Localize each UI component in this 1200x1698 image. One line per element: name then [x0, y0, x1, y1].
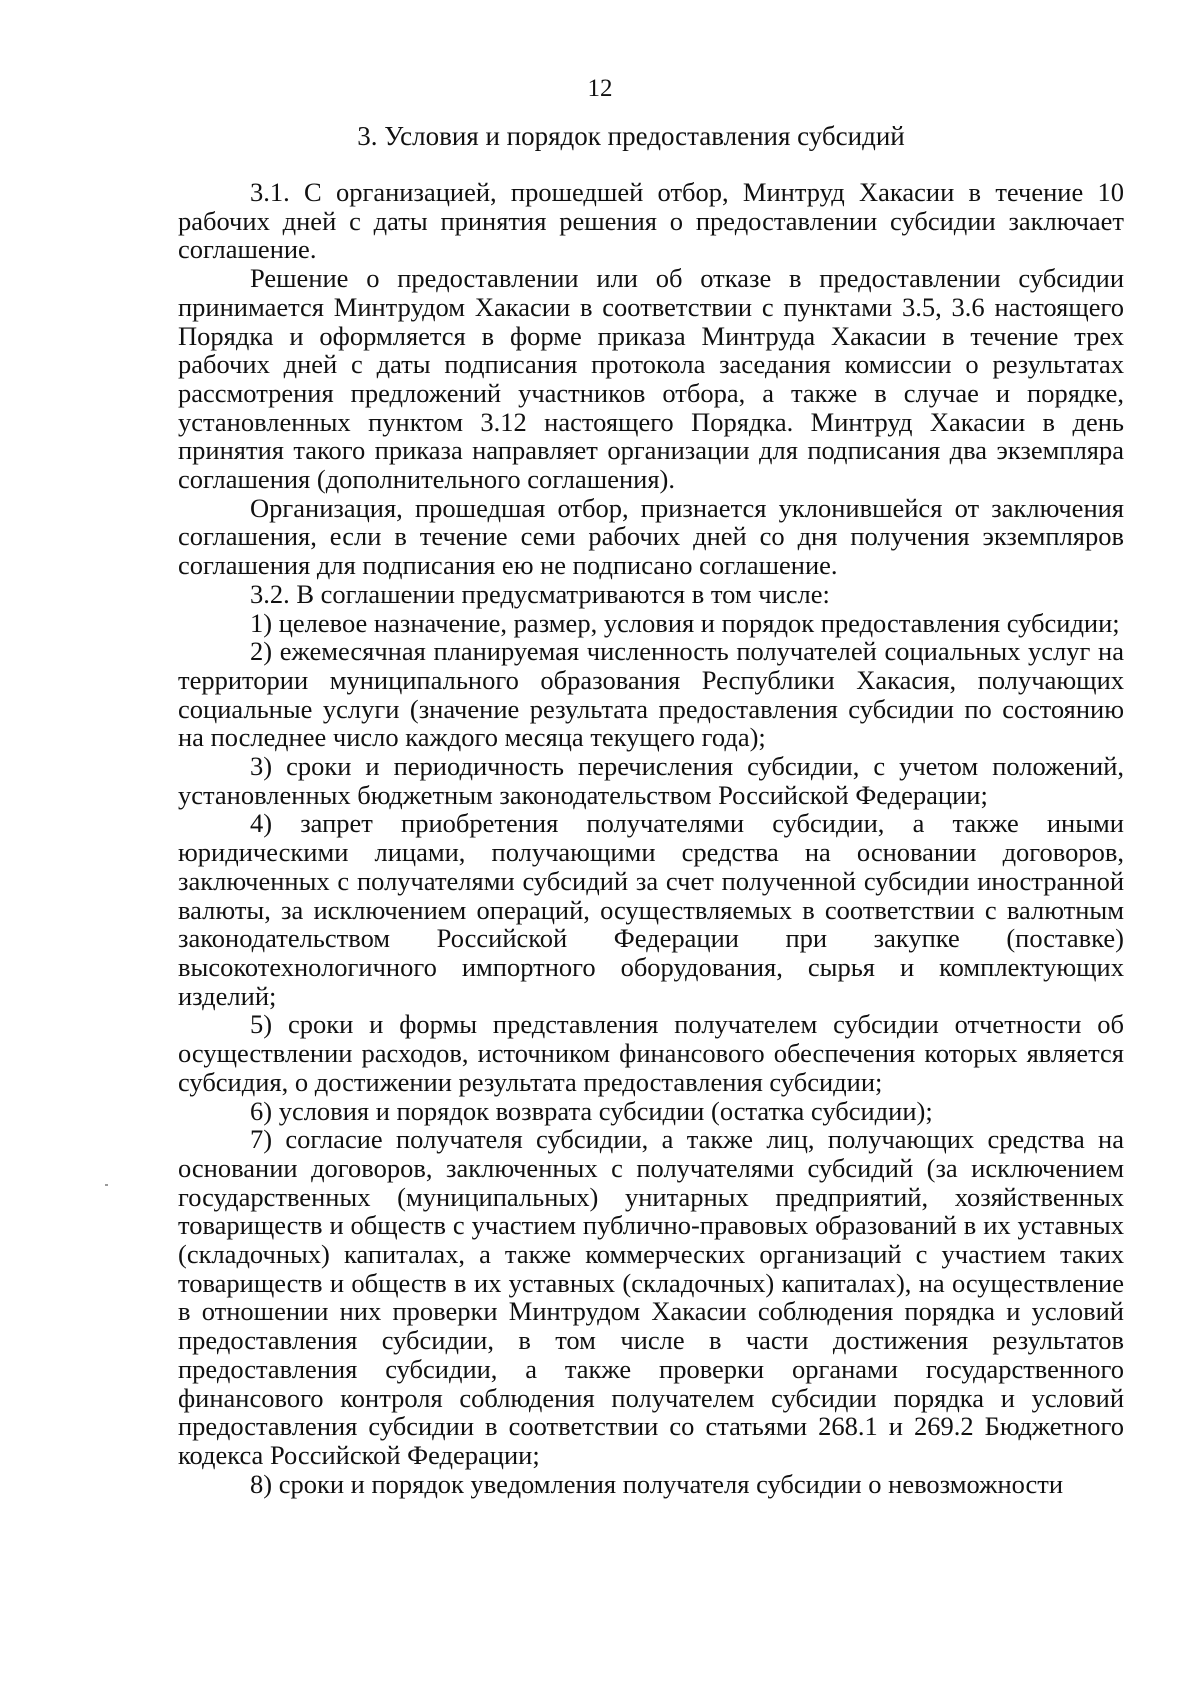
list-item-1: 1) целевое назначение, размер, условия и порядок предоставления субсидии;: [250, 607, 1120, 638]
list-item-3: 3) сроки и периодичность перечисления субсидии, с учетом положений, установленных бюджетным законодательством Российской Федерации;: [178, 751, 1124, 810]
paragraph-evasion: Организация, прошедшая отбор, признается уклонившейся от заключения соглашения, если в течение семи рабочих дней со дня получения экземпляров соглашения для подписания ею не подписано соглашение.: [178, 492, 1124, 581]
list-item-5: 5) сроки и формы представления получателем субсидии отчетности об осуществлении расходов, источником финансового обеспечения которых является субсидия, о достижении результата предоставления субсидии;: [178, 1009, 1124, 1097]
section-title: 3. Условия и порядок предоставления субсидий: [357, 121, 905, 151]
paragraph-3-2: 3.2. В соглашении предусматриваются в том числе:: [250, 578, 830, 609]
page-number: 12: [587, 75, 613, 102]
paragraph-decision: Решение о предоставлении или об отказе в предоставлении субсидии принимается Минтрудом Хакасии в соответствии с пунктами 3.5, 3.6 настоящего Порядка и оформляется в форме приказа Минтруда Хакасии в течение трех рабочих дней с даты подписания протокола заседания комиссии о результатах рассмотрения предложений участников отбора, а также в случае и порядке, установленных пунктом 3.12 настоящего Порядка. Минтруд Хакасии в день принятия такого приказа направляет организации для подписания два экземпляра соглашения (дополнительного соглашения).: [178, 263, 1124, 495]
scan-margin-mark: [105, 1184, 108, 1186]
list-item-2: 2) ежемесячная планируемая численность получателей социальных услуг на территории муниципального образования Республики Хакасия, получающих социальные услуги (значение результата предоставления субсидии по состоянию на последнее число каждого месяца текущего года);: [178, 636, 1124, 753]
list-item-7: 7) согласие получателя субсидии, а также лиц, получающих средства на основании договоров, заключенных с получателями субсидий (за исключением государственных (муниципальных) унитарных предприятий, хозяйственных товариществ и обществ с участием публично-правовых образований в их уставных (складочных) капиталах, а также коммерческих организаций с участием таких товариществ и обществ в их уставных (складочных) капиталах), на осуществление в отношении них проверки Минтрудом Хакасии соблюдения порядка и условий предоставления субсидии, в том числе в части достижения результатов предоставления субсидии, а также проверки органами государственного финансового контроля соблюдения получателем субсидии порядка и условий предоставления субсидии в соответствии со статьями 268.1 и 269.2 Бюджетного кодекса Российской Федерации;: [178, 1124, 1124, 1470]
document-body: [178, 178, 1124, 1498]
list-item-6: 6) условия и порядок возврата субсидии (остатка субсидии);: [250, 1095, 933, 1126]
list-item-4: 4) запрет приобретения получателями субсидии, а также иными юридическими лицами, получающими средства на основании договоров, заключенных с получателями субсидий за счет полученной субсидии иностранной валюты, за исключением операций, осуществляемых в соответствии с валютным законодательством Российской Федерации при закупке (поставке) высокотехнологичного импортного оборудования, сырья и комплектующих изделий;: [178, 808, 1124, 1011]
paragraph-3-1: 3.1. С организацией, прошедшей отбор, Минтруд Хакасии в течение 10 рабочих дней с даты принятия решения о предоставлении субсидии заключает соглашение.: [178, 177, 1124, 265]
list-item-8: 8) сроки и порядок уведомления получателя субсидии о невозможности: [250, 1468, 1064, 1499]
